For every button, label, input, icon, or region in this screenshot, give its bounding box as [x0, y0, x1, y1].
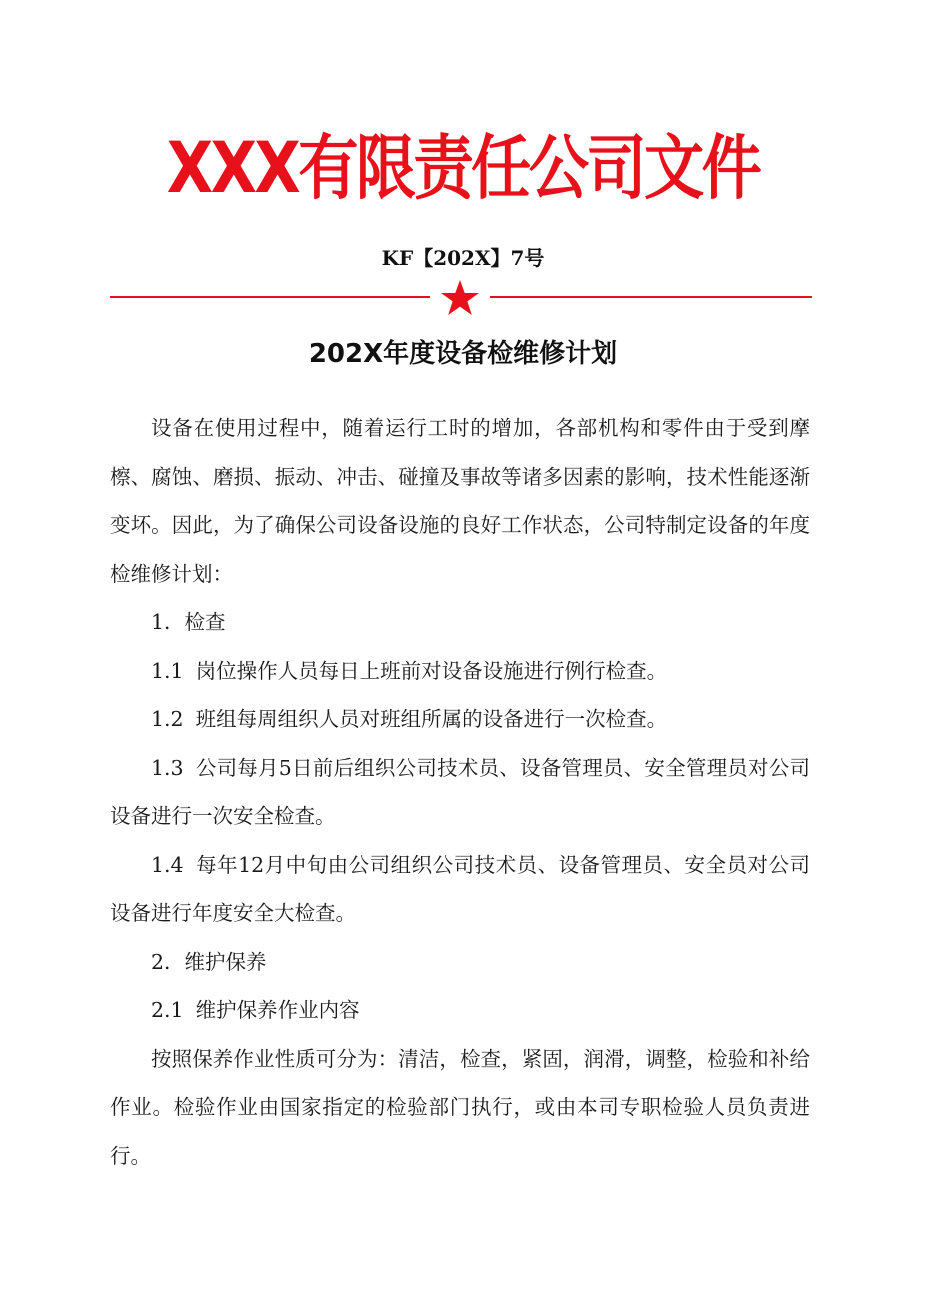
red-divider: [110, 280, 812, 316]
document-number: KF【202X】7号: [381, 246, 545, 270]
paragraph-text: 每年12月中旬由公司组织公司技术员、设备管理员、安全员对公司设备进行年度安全大检查。: [110, 852, 810, 925]
paragraph-text: 岗位操作人员每日上班前对设备设施进行例行检查。: [195, 658, 668, 683]
item-number: 1.3: [151, 755, 184, 780]
section-heading: [110, 598, 810, 647]
document-title: 202X年度设备检维修计划: [308, 339, 618, 369]
item-number: 2.1: [151, 998, 184, 1022]
paragraph-text: 维护保养作业内容: [195, 998, 360, 1022]
divider-line-right: [490, 296, 812, 298]
paragraph-text: 公司每月5日前后组织公司技术员、设备管理员、安全管理员对公司设备进行一次安全检查。: [110, 755, 810, 828]
paragraph: [110, 1035, 810, 1181]
paragraph-text: 1．检查: [151, 610, 226, 634]
document-body: [110, 404, 810, 1180]
star-icon: [440, 280, 480, 316]
paragraph-text: 按照保养作业性质可分为：清洁，检查，紧固，润滑，调整，检验和补给作业。检验作业由国家指定的检验部门执行，或由本司专职检验人员负责进行。: [110, 1046, 810, 1168]
item-number: 1.1: [151, 658, 184, 683]
paragraph-text: 设备在使用过程中，随着运行工时的增加，各部机构和零件由于受到摩檫、腐蚀、磨损、振动、冲击、碰撞及事故等诸多因素的影响，技术性能逐渐变坏。因此，为了确保公司设备设施的良好工作状态，公司特制定设备的年度检维修计划：: [110, 416, 810, 586]
item-number: 1.2: [151, 707, 184, 731]
list-item: [110, 986, 810, 1035]
item-number: 1.4: [151, 852, 184, 877]
paragraph-text: 班组每周组织人员对班组所属的设备进行一次检查。: [195, 707, 668, 731]
company-document-header: XXX有限责任公司文件: [166, 127, 760, 209]
section-heading: [110, 938, 810, 987]
paragraph-text: 2．维护保养: [151, 949, 267, 974]
list-item: [110, 695, 810, 744]
list-item: [110, 841, 810, 938]
list-item: [110, 647, 810, 696]
paragraph: [110, 404, 810, 598]
divider-line-left: [110, 296, 430, 298]
list-item: [110, 744, 810, 841]
